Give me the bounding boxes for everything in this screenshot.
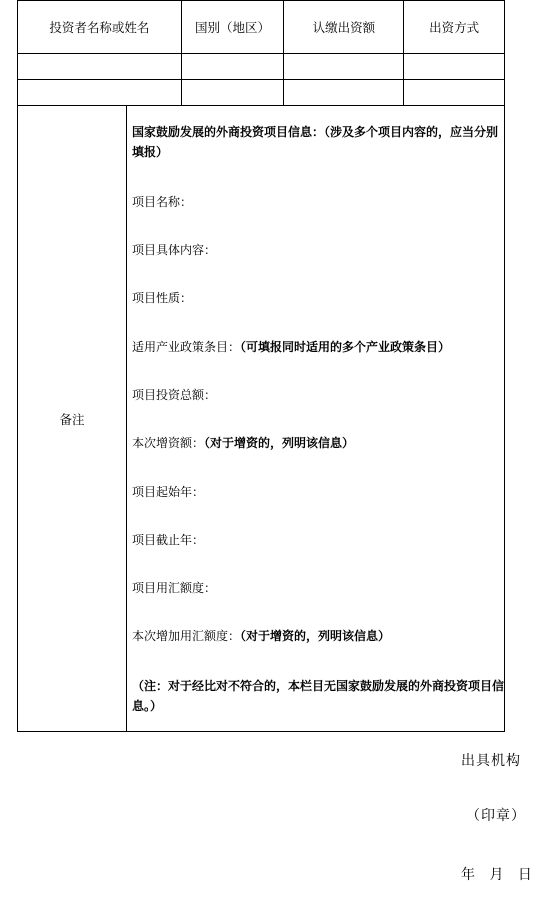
capital-increase-line (132, 433, 504, 453)
table-cell[interactable] (284, 79, 404, 105)
header-contribution-method: 出资方式 (404, 1, 505, 54)
policy-item-note: （可填报同时适用的多个产业政策条目） (240, 340, 451, 354)
header-country: 国别（地区） (181, 1, 284, 54)
table-row (18, 53, 505, 79)
table-cell[interactable] (181, 79, 284, 105)
added-forex-quota-note: （对于增资的，列明该信息） (240, 629, 391, 643)
issuer-label: 出具机构 (461, 753, 521, 769)
table-cell[interactable] (284, 53, 404, 79)
end-year-label: 项目截止年： (132, 533, 205, 547)
total-investment-label: 项目投资总额： (132, 388, 217, 402)
added-forex-quota-label: 本次增加用汇额度： (132, 629, 241, 643)
remarks-label: 备注 (18, 106, 127, 731)
project-content-label: 项目具体内容： (132, 243, 217, 257)
table-cell[interactable] (404, 79, 505, 105)
project-name-label: 项目名称： (132, 195, 193, 209)
final-note: （注：对于经比对不符合的，本栏目无国家鼓励发展的外商投资项目信息。） (132, 679, 505, 713)
table-cell[interactable] (18, 79, 182, 105)
policy-item-label: 适用产业政策条目： (132, 340, 241, 354)
seal-label: （印章） (466, 808, 526, 824)
header-investor-name: 投资者名称或姓名 (18, 1, 182, 54)
remarks-section (17, 105, 505, 732)
capital-increase-note: （对于增资的，列明该信息） (204, 436, 355, 450)
forex-quota-label: 项目用汇额度： (132, 581, 217, 595)
table-row (18, 79, 505, 105)
date-label: 年 月 日 (461, 867, 533, 883)
table-cell[interactable] (181, 53, 284, 79)
project-nature-label: 项目性质： (132, 291, 193, 305)
start-year-label: 项目起始年： (132, 485, 205, 499)
added-forex-quota-line (132, 626, 504, 646)
investor-table (17, 0, 505, 106)
capital-increase-label: 本次增资额： (132, 436, 205, 450)
policy-item-line (132, 337, 504, 357)
encouraged-project-intro: 国家鼓励发展的外商投资项目信息：（涉及多个项目内容的，应当分别填报） (132, 125, 499, 159)
table-cell[interactable] (18, 53, 182, 79)
header-subscribed-capital: 认缴出资额 (284, 1, 404, 54)
table-cell[interactable] (404, 53, 505, 79)
